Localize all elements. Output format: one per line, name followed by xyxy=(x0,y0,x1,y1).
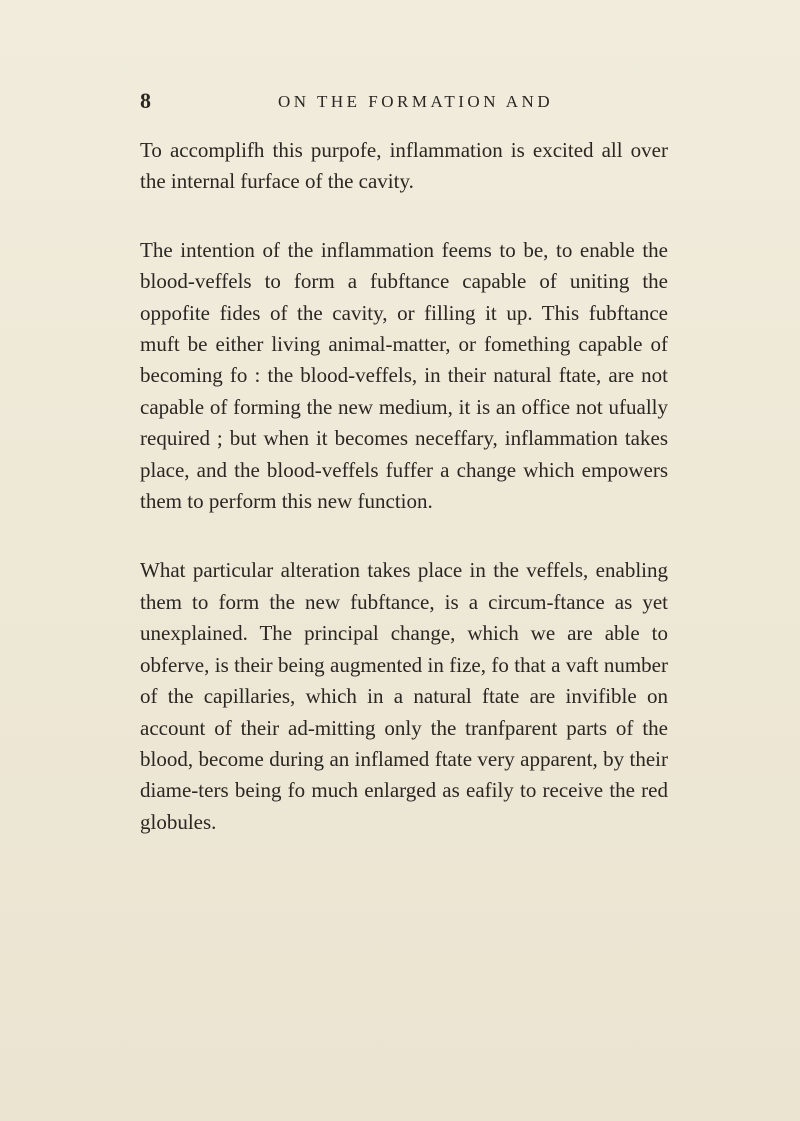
page-number: 8 xyxy=(140,88,151,113)
running-head: ON THE FORMATION AND xyxy=(278,92,554,111)
paragraph-3: What particular alteration takes place in the veffels, enabling them to form the new fubftance, is a circum-ftance as yet unexplained. The principal change, which we are able to obferve, is their being augmented in fize, fo that a vaft number of the capillaries, which in a natural ftate are invifible on account of their ad-mitting only the tranfparent parts of the blood, become during an inflamed ftate very apparent, by their diame-ters being fo much enlarged as eafily to receive the red globules. xyxy=(140,558,668,834)
paragraph-2: The intention of the inflammation feems to be, to enable the blood-veffels to form a fubftance capable of uniting the oppofite fides of the cavity, or filling it up. This fubftance muft be either living animal-matter, or fomething capable of becoming fo : the blood-veffels, in their natural ftate, are not capable of forming the new medium, it is an office not ufually required ; but when it becomes neceffary, inflammation takes place, and the blood-veffels fuffer a change which empowers them to perform this new function. xyxy=(140,237,668,514)
paragraph-gap xyxy=(140,517,668,555)
paragraph-1: To accomplifh this purpofe, inflammation is excited all over the internal furface of the cavity. xyxy=(140,138,668,194)
page-header xyxy=(140,88,670,118)
paragraph-gap xyxy=(140,198,668,235)
body-text xyxy=(140,135,668,838)
